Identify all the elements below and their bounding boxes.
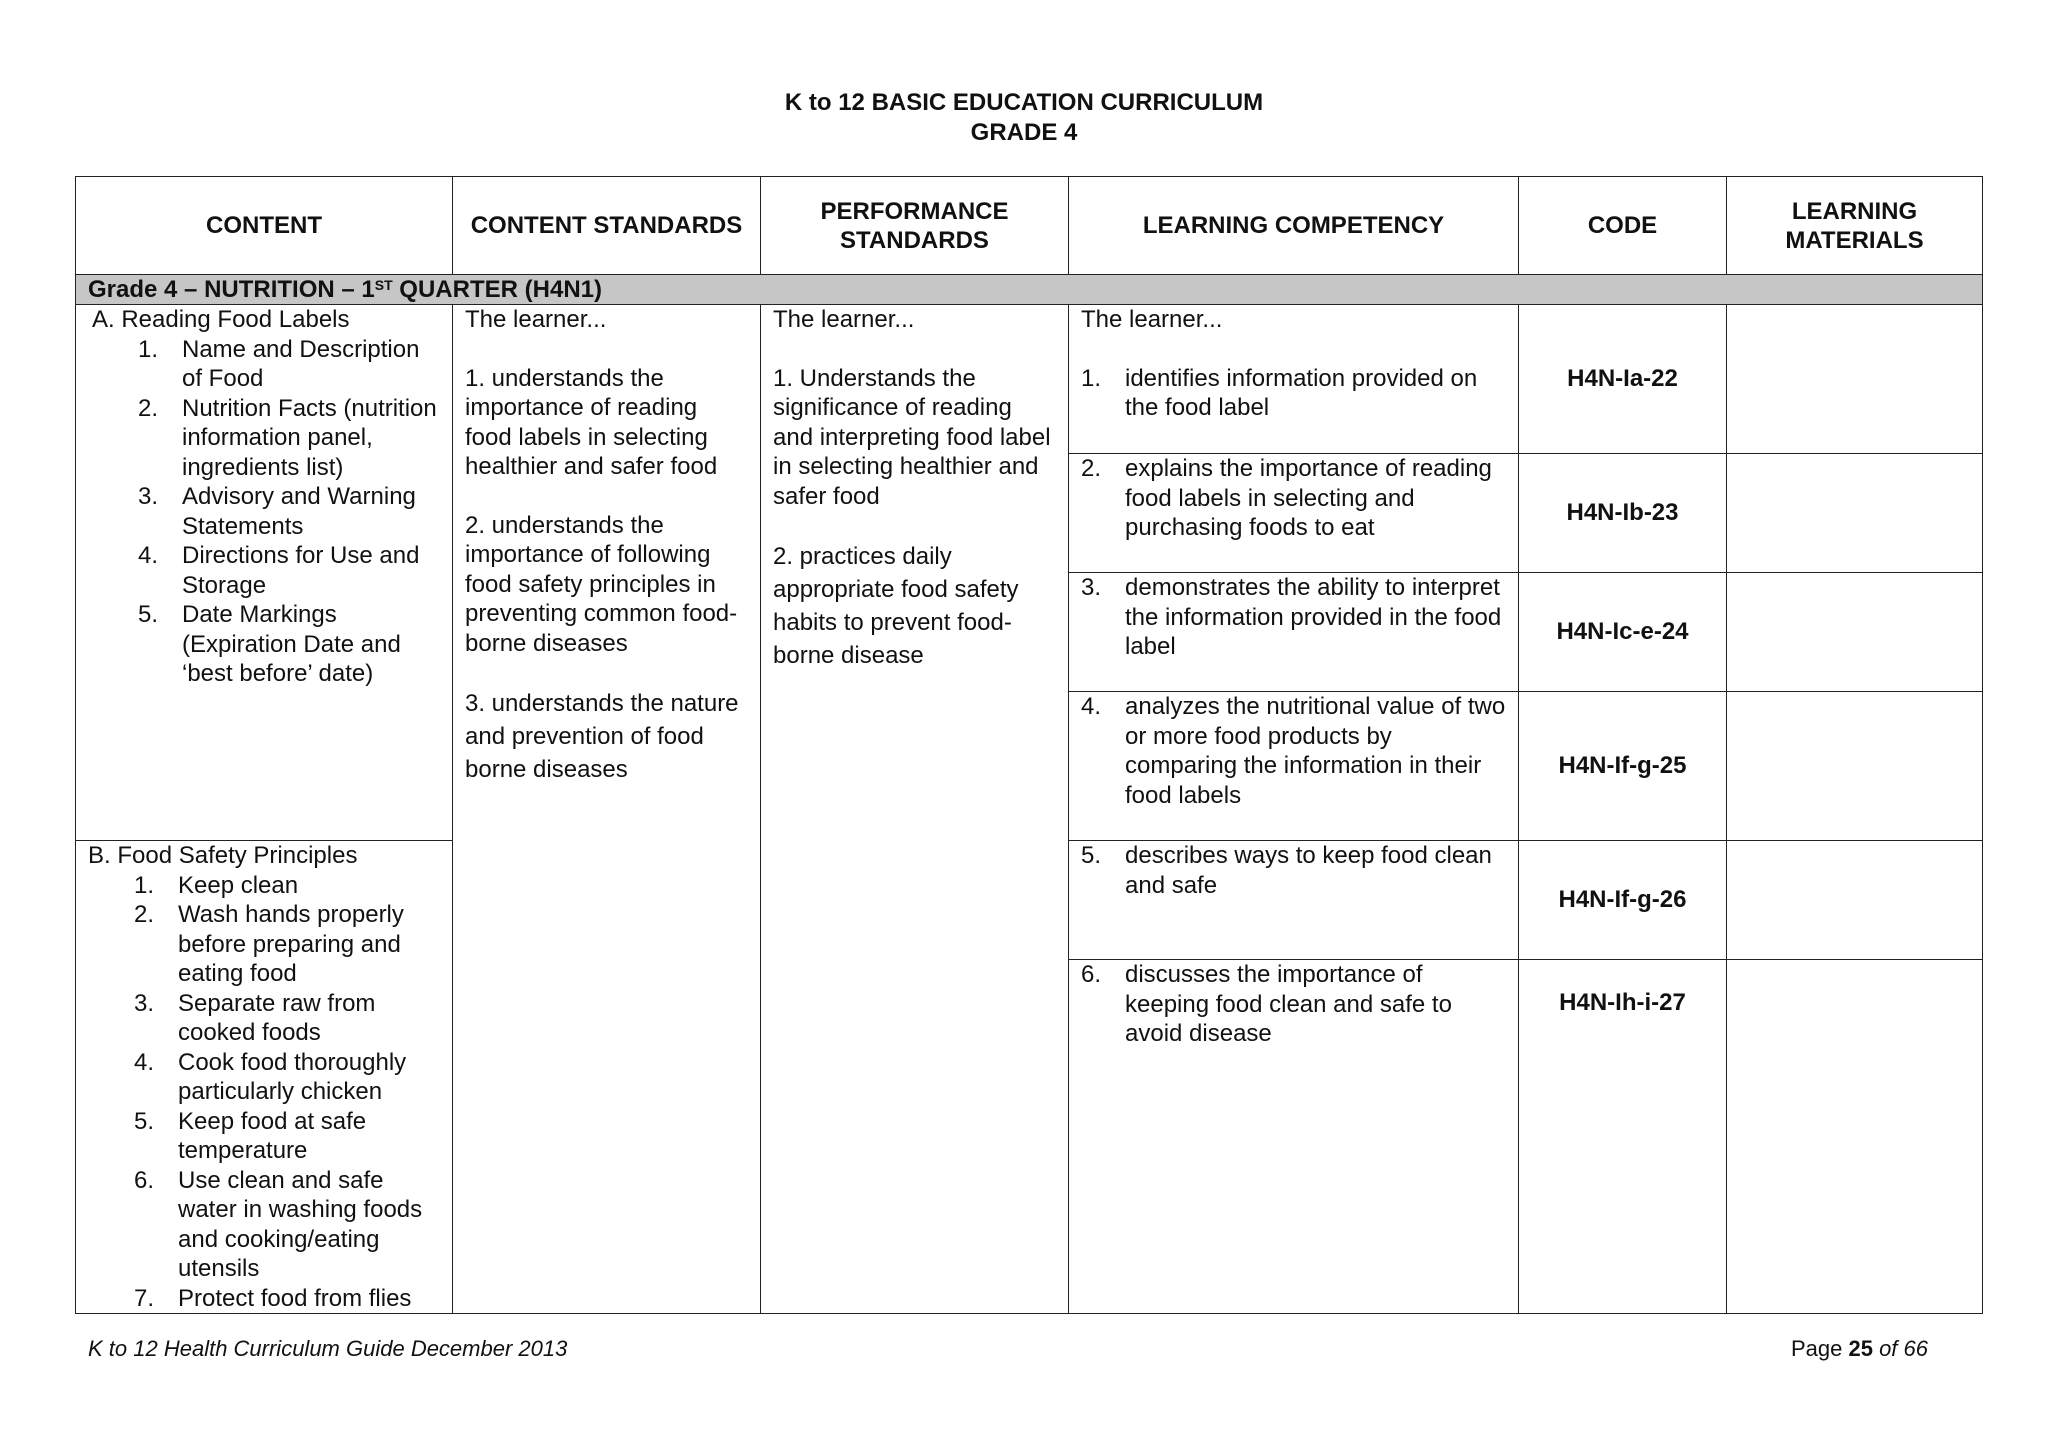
list-item: 3. Separate raw from cooked foods [134,989,376,1046]
quarter-prefix: Grade 4 – NUTRITION – 1 [88,276,375,303]
performance-standards-lead: The learner... [773,306,915,333]
content-a-list [92,335,440,689]
code-cell: H4N-Ib-23 [1519,454,1727,573]
performance-standards-cell [761,305,1069,1314]
quarter-suffix: QUARTER (H4N1) [392,276,602,303]
col-header-content-standards: CONTENT STANDARDS [453,177,761,275]
competency-cell-6 [1069,960,1519,1314]
quarter-heading [76,275,1983,305]
curriculum-table [75,176,1983,1314]
page-of: of 66 [1872,1336,1928,1361]
competency-cell-2 [1069,454,1519,573]
list-item: 5. Date Markings (Expiration Date and ‘best before’ date) [138,601,401,687]
competency-item: 6. discusses the importance of keeping food clean and safe to avoid disease [1081,961,1452,1048]
performance-standard-1: 1. Understands the significance of reading and interpreting food label in selecting healthier and safer food [773,364,1051,510]
materials-cell [1727,692,1983,841]
quarter-sup: ST [374,277,393,293]
competency-item: 1. identifies information provided on the food label [1081,364,1478,421]
competency-lead: The learner... [1081,306,1223,333]
code-cell: H4N-Ic-e-24 [1519,573,1727,692]
materials-cell [1727,960,1983,1314]
list-item: 1. Keep clean [134,871,299,899]
competency-item: 5. describes ways to keep food clean and safe [1081,842,1492,899]
col-header-performance-standards: PERFORMANCE STANDARDS [761,177,1069,275]
competency-item: 2. explains the importance of reading food labels in selecting and purchasing foods to eat [1081,455,1492,541]
footer-page-number [1791,1336,1928,1362]
materials-cell [1727,841,1983,960]
competency-cell-4 [1069,692,1519,841]
code-cell: H4N-Ia-22 [1519,305,1727,454]
content-b-heading: B. Food Safety Principles [88,842,358,869]
quarter-row [76,275,1983,305]
page-num: 25 [1848,1336,1873,1361]
list-item: 2. Wash hands properly before preparing and eating food [134,901,404,987]
document-title [0,88,2048,148]
list-item: 5. Keep food at safe temperature [134,1107,367,1164]
content-standard-1: 1. understands the importance of reading food labels in selecting healthier and safer food [465,364,718,480]
competency-item: 4. analyzes the nutritional value of two or more food products by comparing the information in their food labels [1081,693,1506,809]
content-a-cell [76,305,453,841]
list-item: 4. Directions for Use and Storage [138,542,420,599]
list-item: 6. Use clean and safe water in washing foods and cooking/eating utensils [134,1166,423,1282]
page-label: Page [1790,1336,1849,1361]
col-header-learning-materials: LEARNING MATERIALS [1727,177,1983,275]
materials-cell [1727,454,1983,573]
grade-title: GRADE 4 [970,119,1078,146]
code-cell: H4N-If-g-26 [1519,841,1727,960]
col-header-code: CODE [1519,177,1727,275]
content-standards-cell [453,305,761,1314]
col-header-learning-competency: LEARNING COMPETENCY [1069,177,1519,275]
list-item: 7. Protect food from flies [134,1284,412,1312]
footer-guide-title: K to 12 Health Curriculum Guide December 2013 [88,1336,568,1361]
competency-cell-1 [1069,305,1519,454]
list-item: 3. Advisory and Warning Statements [138,483,416,540]
code-cell: H4N-Ih-i-27 [1519,960,1727,1314]
competency-cell-3 [1069,573,1519,692]
col-header-content: CONTENT [76,177,453,275]
materials-cell [1727,573,1983,692]
curriculum-title: K to 12 BASIC EDUCATION CURRICULUM [784,89,1264,116]
content-standard-3: 3. understands the nature and prevention of food borne diseases [465,690,739,783]
content-standard-2: 2. understands the importance of following food safety principles in preventing common food-borne diseases [465,511,738,657]
performance-standard-2: 2. practices daily appropriate food safety habits to prevent food-borne disease [773,543,1019,669]
code-cell: H4N-If-g-25 [1519,692,1727,841]
list-item: 2. Nutrition Facts (nutrition information panel, ingredients list) [138,394,437,481]
content-b-list [88,871,440,1314]
competency-item: 3. demonstrates the ability to interpret the information provided in the food label [1081,574,1502,660]
content-a-heading: A. Reading Food Labels [92,306,350,333]
list-item: 1. Name and Description of Food [138,335,420,392]
content-b-cell [76,841,453,1314]
list-item: 4. Cook food thoroughly particularly chicken [134,1048,407,1105]
content-standards-lead: The learner... [465,306,607,333]
materials-cell [1727,305,1983,454]
table-header-row [76,177,1983,275]
table-row [76,305,1983,454]
competency-cell-5 [1069,841,1519,960]
